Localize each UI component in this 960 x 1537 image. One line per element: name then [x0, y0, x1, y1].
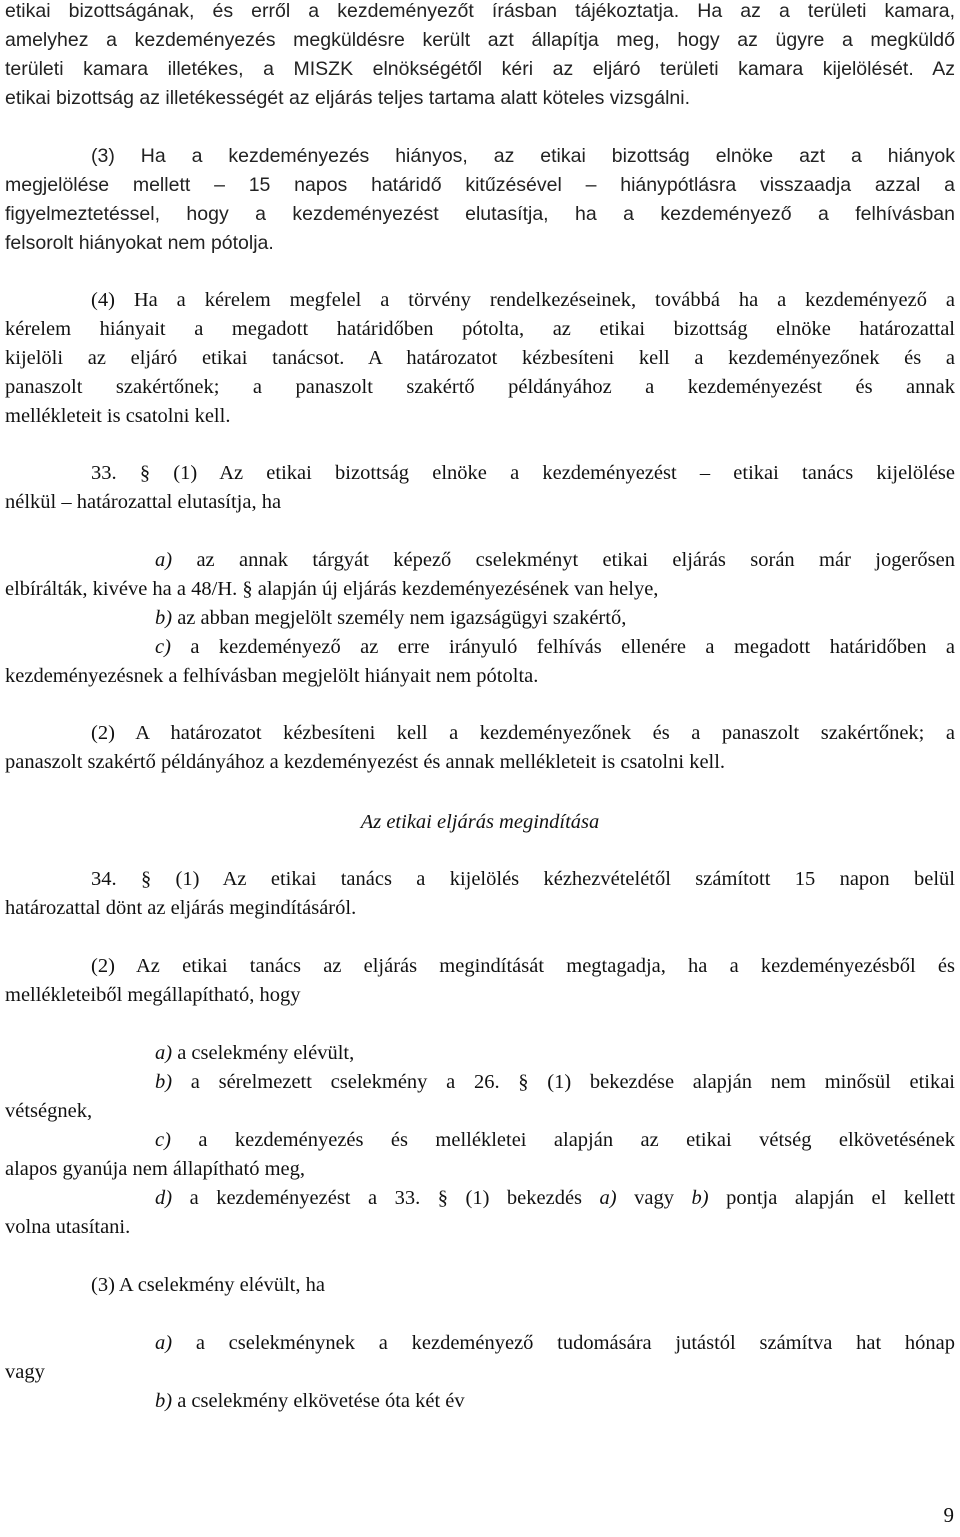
- ref-letter-a: a): [599, 1187, 617, 1209]
- section-34-para-3: (3) A cselekmény elévült, ha: [91, 1274, 325, 1296]
- para-3-line-4: felsorolt hiányokat nem pótolja.: [5, 232, 274, 254]
- section-34-item-c-line-1: [155, 1129, 955, 1152]
- ref-letter-b: b): [691, 1187, 709, 1209]
- para-4-line-4: panaszolt szakértőnek; a panaszolt szakértő példányához a kezdeményezést és annak: [5, 376, 955, 398]
- item-d-vagy: vagy: [634, 1187, 674, 1209]
- intro-line-1: etikai bizottságának, és erről a kezdeményezőt írásban tájékoztatja. Ha az a területi kamara,: [5, 0, 955, 22]
- item-c-text: a kezdeményezés és mellékletei alapján az etikai vétség elkövetésének: [198, 1129, 955, 1151]
- item-letter-a: a): [155, 1042, 173, 1064]
- item-c-text: a kezdeményező az erre irányuló felhívás ellenére a megadott határidőben a: [190, 636, 955, 658]
- intro-line-2: amelyhez a kezdeményezés megküldésre került azt állapítja meg, hogy az ügyre a megküldő: [5, 29, 955, 51]
- intro-line-3: területi kamara illetékes, a MISZK elnökségétől kéri az eljáró területi kamara kijelölését. Az: [5, 58, 955, 80]
- section-34-item-b-line-2: vétségnek,: [5, 1100, 93, 1122]
- section-34-para-2-line-1: (2) Az etikai tanács az eljárás megindítását megtagadja, ha a kezdeményezésből és: [91, 955, 955, 977]
- item-b-text: a sérelmezett cselekmény a 26. § (1) bekezdése alapján nem minősül etikai: [190, 1071, 956, 1093]
- item-b-text: a cselekmény elkövetése óta két év: [177, 1390, 465, 1412]
- item-letter-a: a): [155, 1332, 173, 1354]
- item-a-text: az annak tárgyát képező cselekményt etikai eljárás során már jogerősen: [196, 549, 955, 571]
- section-34-para-3-vagy: vagy: [5, 1361, 45, 1383]
- item-letter-b: b): [155, 607, 173, 629]
- section-33-para-2-line-1: (2) A határozatot kézbesíteni kell a kezdeményezőnek és a panaszolt szakértőnek; a: [91, 722, 955, 744]
- section-34-item-c-line-2: alapos gyanúja nem állapítható meg,: [5, 1158, 306, 1180]
- section-33-item-c-line-1: [155, 636, 955, 659]
- section-heading: Az etikai eljárás megindítása: [360, 811, 600, 833]
- item-a-text: a cselekmény elévült,: [177, 1042, 355, 1064]
- item-a-text: a cselekménynek a kezdeményező tudomására jutástól számítva hat hónap: [195, 1332, 955, 1354]
- section-34-item-b-line-1: [155, 1071, 955, 1094]
- item-letter-b: b): [155, 1390, 173, 1412]
- section-34-line-2: határozattal dönt az eljárás megindításáról.: [5, 897, 357, 919]
- section-33-item-b: [155, 607, 626, 630]
- section-33-line-2: nélkül – határozattal elutasítja, ha: [5, 491, 282, 513]
- section-33-item-a-line-2: elbírálták, kivéve ha a 48/H. § alapján új eljárás kezdeményezésének van helye,: [5, 578, 659, 600]
- section-34-item-d-line-1: [155, 1187, 955, 1210]
- section-34-para-3-item-a: [155, 1332, 955, 1355]
- section-33-item-c-line-2: kezdeményezésnek a felhívásban megjelölt hiányait nem pótolta.: [5, 665, 539, 687]
- para-4-line-1: (4) Ha a kérelem megfelel a törvény rendelkezéseinek, továbbá ha a kezdeményező a: [91, 289, 955, 311]
- page-number: 9: [943, 1503, 954, 1527]
- intro-line-4: etikai bizottság az illetékességét az eljárás teljes tartama alatt köteles vizsgálni.: [5, 87, 691, 109]
- section-34-item-d-line-2: volna utasítani.: [5, 1216, 131, 1238]
- item-letter-c: c): [155, 636, 171, 658]
- section-34-item-a: [155, 1042, 354, 1065]
- para-4-line-3: kijelöli az eljáró etikai tanácsot. A határozatot kézbesíteni kell a kezdeményezőnek és a: [5, 347, 955, 369]
- item-letter-b: b): [155, 1071, 173, 1093]
- para-3-line-3: figyelmeztetéssel, hogy a kezdeményezést elutasítja, ha a kezdeményező a felhívásban: [5, 203, 955, 225]
- section-33-line-1: 33. § (1) Az etikai bizottság elnöke a kezdeményezést – etikai tanács kijelölése: [91, 462, 955, 484]
- section-34-para-3-item-b: [155, 1390, 465, 1413]
- para-3-line-1: (3) Ha a kezdeményezés hiányos, az etikai bizottság elnöke azt a hiányok: [91, 145, 955, 167]
- section-33-para-2-line-2: panaszolt szakértő példányához a kezdeményezést és annak mellékleteit is csatolni kell.: [5, 751, 726, 773]
- item-d-text-pre: a kezdeményezést a 33. § (1) bekezdés: [189, 1187, 583, 1209]
- section-34-para-2-line-2: mellékleteiből megállapítható, hogy: [5, 984, 301, 1006]
- para-3-line-2: megjelölése mellett – 15 napos határidő kitűzésével – hiánypótlásra visszaadja azzal a: [5, 174, 955, 196]
- section-34-line-1: 34. § (1) Az etikai tanács a kijelölés kézhezvételétől számított 15 napon belül: [91, 868, 955, 890]
- item-letter-d: d): [155, 1187, 173, 1209]
- para-4-line-2: kérelem hiányait a megadott határidőben pótolta, az etikai bizottság elnöke határozattal: [5, 318, 955, 340]
- section-33-item-a-line-1: [155, 549, 955, 572]
- item-b-text: az abban megjelölt személy nem igazságügyi szakértő,: [177, 607, 627, 629]
- item-d-text-post: pontja alapján el kellett: [726, 1187, 956, 1209]
- para-4-line-5: mellékleteit is csatolni kell.: [5, 405, 231, 427]
- item-letter-c: c): [155, 1129, 171, 1151]
- item-letter-a: a): [155, 549, 173, 571]
